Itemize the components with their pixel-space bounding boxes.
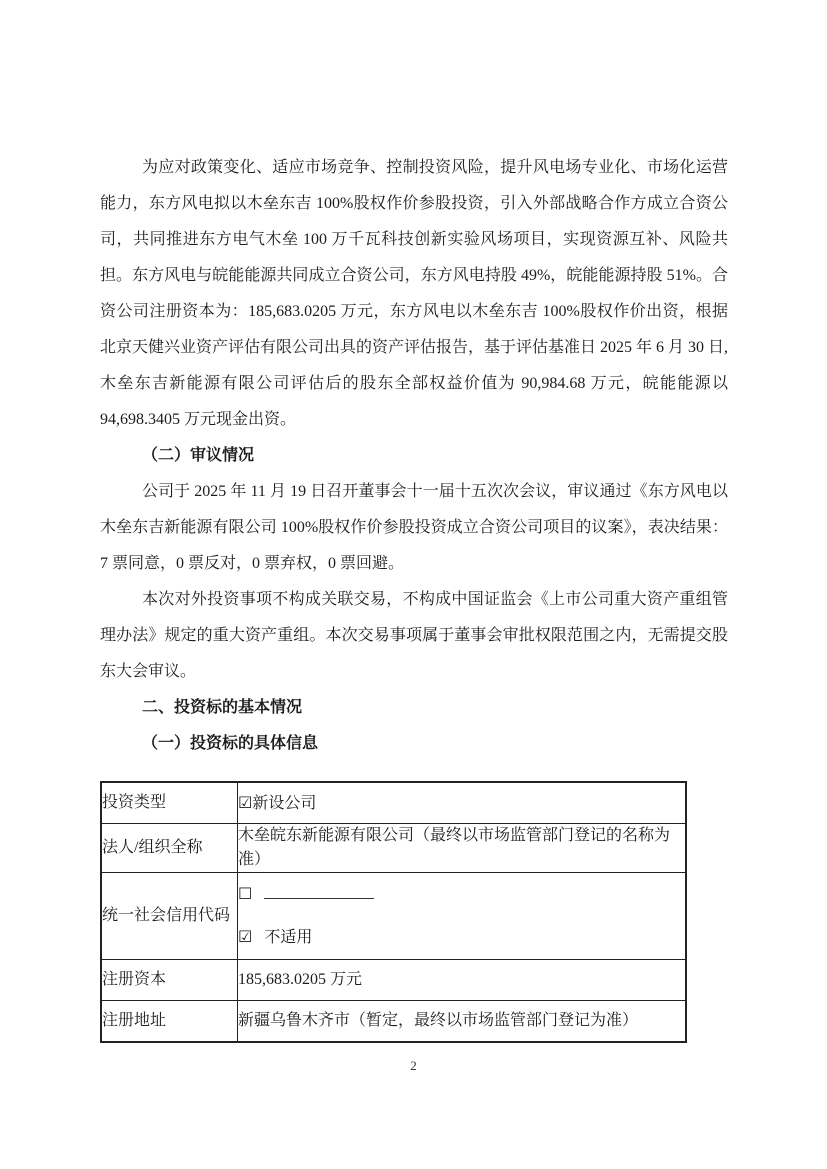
page-number: 2 [410, 1058, 417, 1073]
investment-target-table-wrap [100, 781, 728, 1043]
document-body [100, 150, 728, 1043]
heading-investment-target-overview: 二、投资标的基本情况 [142, 699, 303, 716]
row-value: 新疆乌鲁木齐市（暂定，最终以市场监管部门登记为准） [238, 1001, 687, 1043]
checkbox-checked-icon: ☑ [238, 927, 253, 946]
credit-code-option-blank [238, 873, 685, 916]
blank-line [264, 897, 374, 899]
table-row-registered-capital [101, 960, 686, 1001]
not-applicable-label: 不适用 [264, 929, 313, 946]
investment-type-value: 新设公司 [252, 794, 317, 812]
row-value: 木垒皖东新能源有限公司（最终以市场监管部门登记的名称为准） [238, 824, 687, 873]
row-value [238, 782, 687, 824]
row-label: 投资类型 [101, 782, 238, 824]
credit-code-option-na [238, 916, 685, 959]
row-label: 注册资本 [101, 960, 238, 1001]
table-row-credit-code [101, 873, 686, 960]
row-label: 统一社会信用代码 [101, 873, 238, 960]
table-row-entity-name [101, 824, 686, 873]
row-label: 注册地址 [101, 1001, 238, 1043]
row-value: 185,683.0205 万元 [238, 960, 687, 1001]
paragraph-board-meeting: 公司于 2025 年 11 月 19 日召开董事会十一届十五次次会议，审议通过《东方风电以木垒东吉新能源有限公司 100%股权作价参股投资成立合资公司项目的议案》，表决结果：7 票同意，0 票反对，0 票弃权，0 票回避。 [100, 483, 728, 572]
table-row-investment-type [101, 782, 686, 824]
checkbox-checked-icon: ☑ [238, 792, 253, 812]
checkbox-unchecked-icon: ☐ [238, 884, 253, 903]
paragraph-investment-background: 为应对政策变化、适应市场竞争、控制投资风险，提升风电场专业化、市场化运营能力，东方风电拟以木垒东吉 100%股权作价参股投资，引入外部战略合作方成立合资公司，共同推进东方电气木垒 100 万千瓦科技创新实验风场项目，实现资源互补、风险共担。东方风电与皖能能源共同成立合资公司，东方风电持股 49%，皖能能源持股 51%。合资公司注册资本为：185,683.0205 万元，东方风电以木垒东吉 100%股权作价出资，根据北京天健兴业资产评估有限公司出具的资产评估报告，基于评估基准日 2025 年 6 月 30 日,木垒东吉新能源有限公司评估后的股东全部权益价值为 90,984.68 万元，皖能能源以 94,698.3405 万元现金出资。 [100, 159, 729, 428]
paragraph-transaction-nature: 本次对外投资事项不构成关联交易，不构成中国证监会《上市公司重大资产重组管理办法》规定的重大资产重组。本次交易事项属于董事会审批权限范围之内，无需提交股东大会审议。 [100, 591, 728, 680]
heading-target-specific-info: （一）投资标的具体信息 [142, 735, 319, 752]
heading-review-status: （二）审议情况 [142, 447, 255, 464]
row-value [238, 873, 687, 960]
table-row-registered-address [101, 1001, 686, 1043]
investment-target-table [100, 781, 687, 1043]
row-label: 法人/组织全称 [101, 824, 238, 873]
